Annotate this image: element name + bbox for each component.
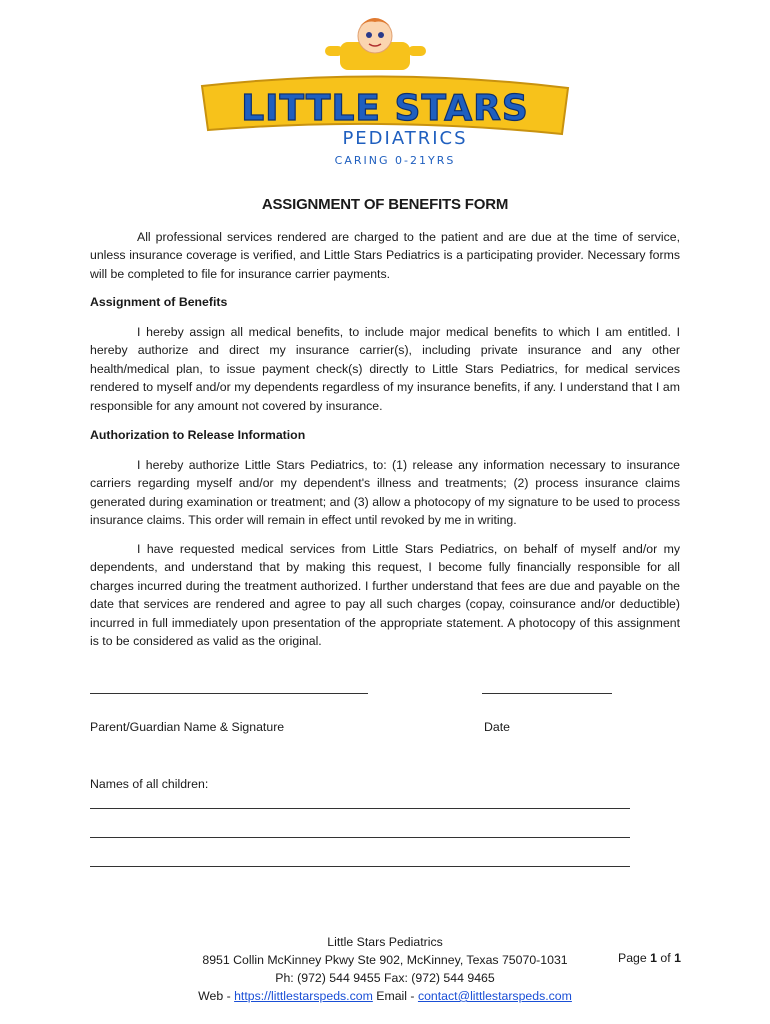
authorization-paragraph: I hereby authorize Little Stars Pediatrics, to: (1) release any information necessary to insurance carriers regarding myself and/or my dependent's illness and treatments; (2) process insurance claims generated during examination or treatment; and (3) allow a photocopy of my signature to be used to process insurance claims. This order will remain in effect until revoked by me in writing. (90, 458, 680, 528)
page-of: of (656, 951, 675, 965)
authorization-heading: Authorization to Release Information (90, 428, 306, 442)
footer-contact (0, 987, 770, 1005)
signature-label: Parent/Guardian Name & Signature (90, 720, 285, 734)
logo-title: LITTLE STARS (241, 88, 529, 129)
email-prefix: Email - (372, 989, 418, 1003)
date-label: Date (484, 720, 510, 734)
date-line[interactable] (482, 693, 612, 694)
child-name-line[interactable] (90, 808, 630, 809)
form-title: ASSIGNMENT OF BENEFITS FORM (261, 196, 509, 213)
logo-tagline: CARING 0-21YRS (334, 154, 456, 167)
page-total: 1 (674, 951, 681, 965)
baby-mascot-icon (325, 18, 426, 70)
child-name-line[interactable] (90, 866, 630, 867)
footer-address: 8951 Collin McKinney Pkwy Ste 902, McKinney, Texas 75070-1031 (202, 953, 568, 967)
website-link[interactable]: https://littlestarspeds.com (234, 989, 373, 1003)
responsibility-paragraph: I have requested medical services from Little Stars Pediatrics, on behalf of myself and/or my dependents, and understand that by making this request, I become fully financially responsible for all charges incurred during the treatment authorized. I further understand that fees are due and payable on the date that services are rendered and agree to pay all such charges (copay, coinsurance and/or deductible) incurred in full immediately upon presentation of the appropriate statement. A photocopy of this assignment is to be considered as valid as the original. (90, 542, 680, 649)
page-current: 1 (650, 951, 657, 965)
logo-subtitle: PEDIATRICS (342, 128, 468, 149)
signature-line[interactable] (90, 693, 368, 694)
assignment-paragraph: I hereby assign all medical benefits, to include major medical benefits to which I am entitled. I hereby authorize and direct my insurance carrier(s), including private insurance and any other health/medical plan, to issue payment check(s) directly to Little Stars Pediatrics, for medical services rendered to myself and/or my dependents regardless of my insurance benefits, if any. I understand that I am responsible for any amount not covered by insurance. (90, 325, 680, 413)
child-name-line[interactable] (90, 837, 630, 838)
little-stars-logo (190, 8, 580, 168)
footer-practice: Little Stars Pediatrics (327, 935, 443, 949)
web-prefix: Web - (198, 989, 235, 1003)
page-prefix: Page (618, 951, 651, 965)
children-label: Names of all children: (90, 777, 209, 791)
footer-phone-fax: Ph: (972) 544 9455 Fax: (972) 544 9465 (275, 971, 495, 985)
page-number (618, 951, 681, 965)
intro-paragraph: All professional services rendered are charged to the patient and are due at the time of service, unless insurance coverage is verified, and Little Stars Pediatrics is a participating provider. Necessary forms will be completed to file for insurance carrier payments. (90, 230, 680, 281)
assignment-heading: Assignment of Benefits (90, 295, 228, 309)
email-link[interactable]: contact@littlestarspeds.com (417, 989, 572, 1003)
